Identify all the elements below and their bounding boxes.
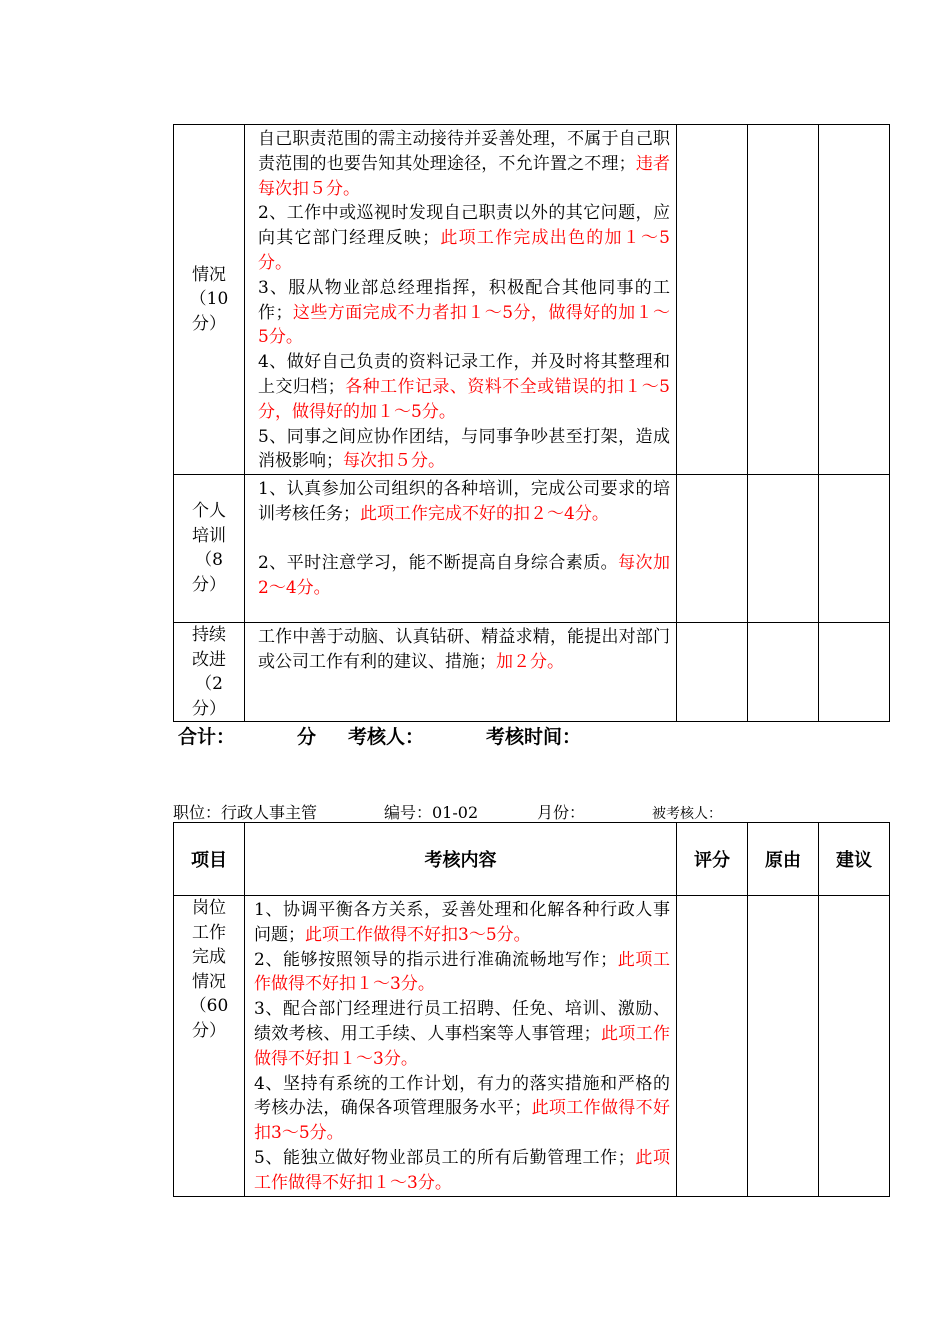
reason-cell[interactable] (748, 125, 819, 475)
score-cell[interactable] (677, 125, 748, 475)
assessor-label: 考核人： (348, 726, 425, 748)
header-suggestion: 建议 (819, 823, 890, 896)
total-label: 合计： (178, 726, 236, 748)
suggestion-cell[interactable] (819, 896, 890, 1197)
item-label: 分） (192, 313, 226, 334)
item-cell (174, 896, 245, 1197)
item-label: 分） (192, 574, 226, 595)
criterion: 工作中善于动脑、认真钻研、精益求精，能提出对部门或公司工作有利的建议、措施；加２分。 (258, 627, 670, 672)
content-cell (245, 623, 677, 722)
item-label: （10 (189, 289, 229, 310)
criterion: 2、工作中或巡视时发现自己职责以外的其它问题，应向其它部门经理反映；此项工作完成出色的加１～5分。 (258, 203, 670, 273)
content-cell (245, 896, 677, 1197)
item-label: 改进 (192, 649, 226, 670)
score-cell[interactable] (677, 623, 748, 722)
criterion: 4、做好自己负责的资料记录工作，并及时将其整理和上交归档；各种工作记录、资料不全或错误的扣１～5分，做得好的加１～5分。 (258, 352, 670, 422)
table-row (174, 125, 890, 475)
criterion: 4、坚持有系统的工作计划，有力的落实措施和严格的考核办法，确保各项管理服务水平；此项工作做得不好扣3～5分。 (254, 1073, 671, 1144)
suggestion-cell[interactable] (819, 623, 890, 722)
header-score: 评分 (677, 823, 748, 896)
reason-cell[interactable] (748, 475, 819, 623)
reason-cell[interactable] (748, 623, 819, 722)
summary-line (178, 722, 581, 749)
criterion: 自己职责范围的需主动接待并妥善处理，不属于自己职责范围的也要告知其处理途径，不允许置之不理；违者每次扣５分。 (258, 129, 671, 199)
header-item: 项目 (174, 823, 245, 896)
criterion: 2、平时注意学习，能不断提高自身综合素质。每次加2～4分。 (258, 552, 670, 598)
reason-cell[interactable] (748, 896, 819, 1197)
criterion: 1、协调平衡各方关系，妥善处理和化解各种行政人事问题；此项工作做得不好扣3～5分。 (254, 900, 670, 945)
item-cell (174, 623, 245, 722)
month-label: 月份： (537, 803, 586, 822)
criterion: 5、能独立做好物业部员工的所有后勤管理工作；此项工作做得不好扣１～3分。 (254, 1147, 670, 1193)
form-number: 编号：01-02 (384, 803, 479, 822)
item-label: 岗位 (192, 898, 226, 918)
criterion: 3、配合部门经理进行员工招聘、任免、培训、激励、绩效考核、用工手续、人事档案等人事管理；此项工作做得不好扣１～3分。 (254, 999, 671, 1069)
item-label: 持续 (192, 625, 226, 646)
assessment-table-continued (173, 124, 890, 722)
table-row (174, 623, 890, 722)
criterion: 5、同事之间应协作团结，与同事争吵甚至打架，造成消极影响；每次扣５分。 (258, 426, 670, 472)
item-label: 完成 (192, 947, 226, 967)
header-content: 考核内容 (245, 823, 677, 896)
content-cell (245, 475, 677, 623)
item-label: （8 (195, 550, 223, 571)
item-label: 培训 (192, 525, 226, 546)
suggestion-cell[interactable] (819, 125, 890, 475)
table-row (174, 896, 890, 1197)
criterion: 3、服从物业部总经理指挥，积极配合其他同事的工作；这些方面完成不力者扣１～5分，做得好的加１～5分。 (258, 277, 670, 348)
assessment-time-label: 考核时间： (486, 726, 582, 748)
assessee-label: 被考核人： (652, 806, 722, 822)
assessment-table (173, 822, 890, 1197)
item-label: 工作 (192, 922, 226, 943)
item-label: 情况 (192, 264, 226, 285)
header-reason: 原由 (748, 823, 819, 896)
suggestion-cell[interactable] (819, 475, 890, 623)
item-cell (174, 125, 245, 475)
position-label: 职位：行政人事主管 (173, 803, 318, 822)
item-label: 个人 (192, 501, 226, 522)
table-header-row (174, 823, 890, 896)
item-cell (174, 475, 245, 623)
score-cell[interactable] (677, 896, 748, 1197)
criterion: 2、能够按照领导的指示进行准确流畅地写作；此项工作做得不好扣１～3分。 (254, 949, 670, 995)
item-label: （2 (195, 674, 223, 695)
item-label: （60 (189, 996, 229, 1016)
criterion: 1、认真参加公司组织的各种培训，完成公司要求的培训考核任务；此项工作完成不好的扣２～4分。 (258, 479, 670, 524)
points-label: 分 (297, 726, 317, 748)
table-row (174, 475, 890, 623)
item-label: 分） (192, 698, 226, 719)
score-cell[interactable] (677, 475, 748, 623)
item-label: 情况 (192, 971, 226, 992)
item-label: 分） (192, 1020, 226, 1041)
content-cell (245, 125, 677, 475)
